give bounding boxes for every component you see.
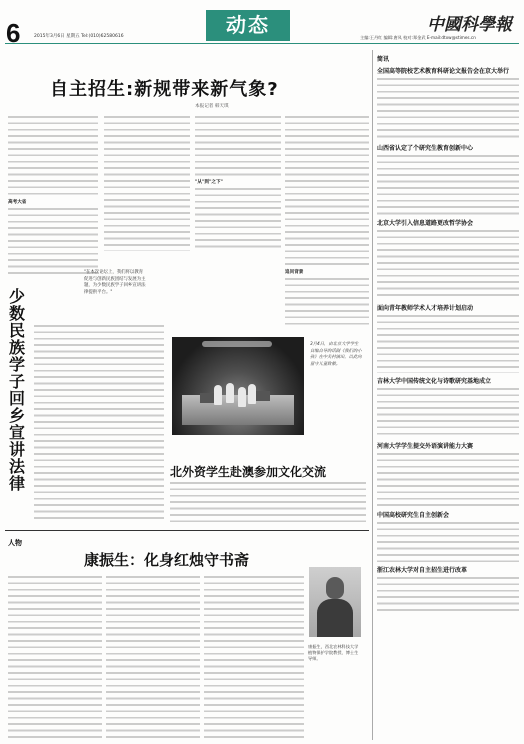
brief-news-column [372,50,519,740]
brief-item [377,305,519,373]
brief-item [377,378,519,438]
section-divider [5,530,369,531]
article-column-5 [34,325,164,520]
people-column-2 [106,576,200,738]
article-column-3 [195,116,281,251]
brief-title: 浙江农林大学对自主招生进行改革 [377,567,468,574]
main-byline: 本报记者 韩天琪 [195,104,229,109]
body-text [377,388,519,438]
body-text [34,325,164,520]
brief-item [377,512,519,562]
page-header [0,0,524,50]
brief-title: 全国高等院校艺术教育科研论文报告会在京大举行 [377,68,510,75]
body-text [106,576,200,738]
body-text [8,208,98,276]
actor-figure [214,385,222,405]
stage-light [202,341,272,347]
pull-quote: "在本次论坛上，我们将以教育促进与创新民族团结与发展为主题，为少数民族学子回乡宣讲法律提供平台。" [84,270,146,295]
body-text [204,576,304,738]
people-tag: 人物 [8,539,22,547]
body-text [377,155,519,215]
section-title: 动态 [226,13,270,37]
body-text [170,482,366,526]
vertical-headline: 少数民族学子回乡宣讲法律 [8,287,25,493]
body-text [377,522,519,562]
article-column-4 [285,116,369,331]
body-text [377,453,519,507]
brief-title: 山西省认定了个研究生教育创新中心 [377,145,474,152]
actor-figure [238,387,246,407]
prop-chair [256,391,270,401]
brief-item [377,68,519,140]
issue-date: 2015年3月6日 星期五 Tel:(010)62580616 [34,34,124,39]
actor-figure [248,384,256,404]
prop-chair [200,393,214,403]
body-text [377,78,519,140]
staff-info: 主编:王丹红 编辑:唐凤 校对:郑金武 E-mail:dtxw@stimes.cn [360,35,476,40]
actor-figure [226,383,234,403]
body-text [104,116,190,251]
article-column-6 [170,482,366,526]
body-text [377,230,519,300]
body-text [8,116,98,196]
body-text [195,188,281,251]
portrait-photo [309,567,361,637]
article-column-1 [8,116,98,276]
body-text [8,576,102,738]
people-headline: 康振生：化身红烛守书斋 [84,551,250,569]
subhead: 高考大省 [8,200,27,205]
brief-title: 面向青年教师学术人才培养计划启动 [377,305,474,312]
brief-item [377,443,519,507]
secondary-headline: 北外资学生赴澳参加文化交流 [170,465,327,479]
body-text [377,577,519,613]
portrait-body [317,599,353,637]
body-text [285,116,369,266]
brief-title: 河南大学学生提交外语演讲能力大赛 [377,443,474,450]
subhead: 追问背景 [285,270,304,275]
section-banner [206,10,290,41]
brief-title: 中国高校研究生自主创新会 [377,512,450,519]
masthead: 中國科學報 [427,15,512,35]
stage-photo [172,337,304,435]
brief-title: 吉林大学中国传统文化与诗歌研究基地成立 [377,378,492,385]
body-text [195,116,281,176]
brief-tag: 简讯 [377,56,390,63]
main-headline: 自主招生:新规带来新气象? [50,79,279,100]
page-number: 6 [6,18,21,48]
header-rule [5,43,519,44]
portrait-head [326,577,344,599]
photo-caption: 3月4日，由北京大学学生自编自导的话剧《我们的小孩》在中关村演出，以此向留守儿童致敬。 [310,342,362,367]
portrait-caption: 康振生，西北农林科技大学植物保护学院教授、博士生导师。 [308,644,359,661]
brief-item [377,145,519,215]
body-text [377,315,519,373]
body-text [285,278,369,328]
subhead: "从"到"之下" [195,180,223,185]
brief-item [377,220,519,300]
people-column-3 [204,576,304,738]
people-column-1 [8,576,102,738]
brief-title: 北京大学引入信息道路更改哲学协会 [377,220,474,227]
brief-item [377,567,519,613]
article-column-2 [104,116,190,251]
